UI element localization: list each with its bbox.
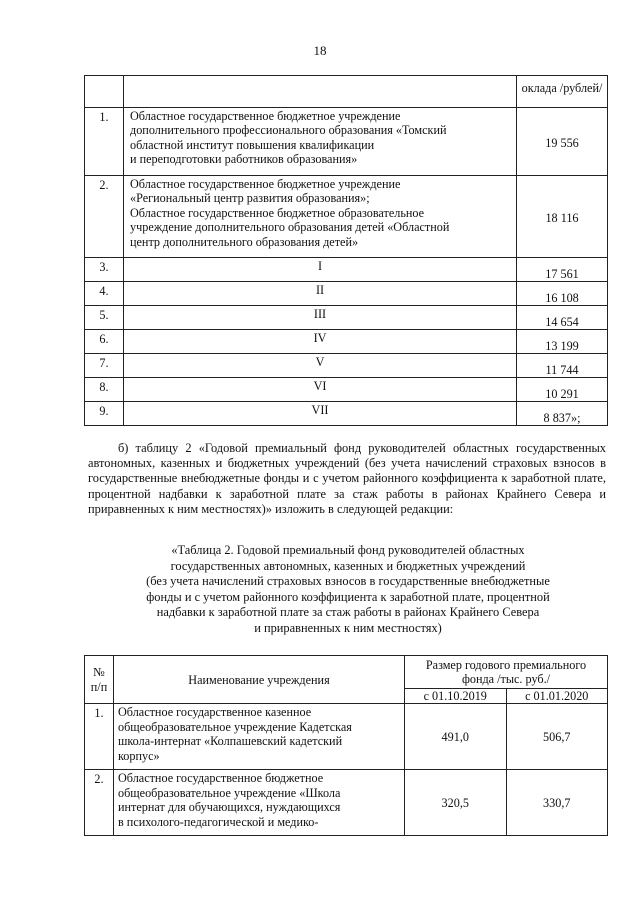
name-line: дополнительного профессионального образования «Томский — [130, 123, 447, 138]
page-number: 18 — [313, 43, 327, 58]
row-value: 10 291 — [517, 378, 608, 402]
bonus-fund-table — [84, 655, 608, 836]
header-num-line: № — [93, 665, 105, 680]
row-number: 2. — [85, 770, 114, 836]
name-line: общеобразовательное учреждение Кадетская — [118, 719, 352, 734]
row-name: IV — [124, 330, 517, 354]
table-row — [85, 258, 608, 282]
row-number: 7. — [85, 354, 124, 378]
row-value: 14 654 — [517, 306, 608, 330]
table-row — [85, 282, 608, 306]
salary-table — [84, 75, 608, 426]
row-value: 17 561 — [517, 258, 608, 282]
row-value: 11 744 — [517, 354, 608, 378]
row-number: 1. — [85, 704, 114, 770]
row-number: 4. — [85, 282, 124, 306]
table-row — [85, 176, 608, 258]
row-value: 19 556 — [517, 108, 608, 176]
row-name — [114, 704, 405, 770]
table-row — [85, 378, 608, 402]
row-name — [124, 176, 517, 258]
header-date1: с 01.10.2019 — [405, 689, 507, 704]
row-value: 18 116 — [517, 176, 608, 258]
table-caption — [88, 543, 608, 637]
header-size — [405, 656, 608, 689]
table-row — [85, 354, 608, 378]
header-size-line: Размер годового премиального — [425, 657, 587, 672]
caption-line: фонды и с учетом районного коэффициента к заработной плате, процентной — [146, 589, 550, 604]
row-value: 13 199 — [517, 330, 608, 354]
name-line: общеобразовательное учреждение «Школа — [118, 785, 341, 800]
row-value-2019: 491,0 — [405, 704, 507, 770]
row-name — [114, 770, 405, 836]
row-number: 8. — [85, 378, 124, 402]
table-row — [85, 770, 608, 836]
header-name: Наименование учреждения — [114, 656, 405, 704]
name-line: центр дополнительного образования детей» — [130, 234, 359, 249]
caption-line: (без учета начислений страховых взносов в государственные внебюджетные — [146, 574, 550, 589]
row-name: VII — [124, 402, 517, 426]
name-line: школа-интернат «Колпашевский кадетский — [118, 734, 343, 749]
name-line: Областное государственное бюджетное учреждение — [130, 177, 401, 191]
header-num-line: п/п — [90, 679, 108, 694]
table-cell — [124, 76, 517, 108]
table-row — [85, 108, 608, 176]
row-value-2020: 330,7 — [506, 770, 608, 836]
caption-line: государственных автономных, казенных и бюджетных учреждений — [170, 558, 526, 573]
caption-line: надбавки к заработной плате за стаж работы в районах Крайнего Севера — [156, 605, 540, 620]
table-header-row — [85, 656, 608, 689]
header-size-line: фонда /тыс. руб./ — [461, 672, 551, 686]
row-name: II — [124, 282, 517, 306]
table-header-row — [85, 76, 608, 108]
row-name: VI — [124, 378, 517, 402]
paragraph-text: б) таблицу 2 «Годовой премиальный фонд руководителей областных государственных автономных, казенных и бюджетных учреждений (без учета начислений страховых взносов в государственные внебюджетные фонды и с учетом районного коэффициента к заработной плате, процентной надбавки к заработной плате за стаж работы в районах Крайнего Севера и приравненных к ним местностях)» изложить в следующей редакции: — [88, 441, 606, 516]
table-row — [85, 704, 608, 770]
table-row — [85, 402, 608, 426]
row-number: 6. — [85, 330, 124, 354]
name-line: Областное государственное бюджетное — [118, 771, 324, 786]
row-number: 3. — [85, 258, 124, 282]
row-value: 8 837»; — [517, 402, 608, 426]
name-line: в психолого-педагогической и медико- — [118, 814, 319, 829]
name-line: интернат для обучающихся, нуждающихся — [118, 800, 341, 815]
row-number: 9. — [85, 402, 124, 426]
name-line: корпус» — [118, 748, 160, 763]
row-name: V — [124, 354, 517, 378]
row-value-2020: 506,7 — [506, 704, 608, 770]
row-name: I — [124, 258, 517, 282]
caption-line: и приравненных к ним местностях) — [254, 620, 442, 635]
table-row — [85, 330, 608, 354]
name-line: и переподготовки работников образования» — [130, 152, 358, 167]
row-value: 16 108 — [517, 282, 608, 306]
name-line: учреждение дополнительного образования детей «Областной — [130, 220, 450, 235]
row-name: III — [124, 306, 517, 330]
header-date2: с 01.01.2020 — [506, 689, 608, 704]
table-cell — [85, 76, 124, 108]
header-num — [85, 656, 114, 704]
name-line: Областное государственное бюджетное учреждение — [130, 109, 401, 123]
row-number: 2. — [85, 176, 124, 258]
row-name — [124, 108, 517, 176]
name-line: областной институт повышения квалификации — [130, 137, 375, 152]
header-value-col: оклада /рублей/ — [517, 76, 608, 108]
amendment-paragraph — [88, 441, 606, 517]
name-line: Областное государственное бюджетное образовательное — [130, 205, 425, 220]
caption-line: «Таблица 2. Годовой премиальный фонд руководителей областных — [171, 543, 525, 557]
name-line: «Региональный центр развития образования»; — [130, 191, 370, 206]
table-row — [85, 306, 608, 330]
row-value-2019: 320,5 — [405, 770, 507, 836]
row-number: 5. — [85, 306, 124, 330]
name-line: Областное государственное казенное — [118, 705, 312, 720]
row-number: 1. — [85, 108, 124, 176]
